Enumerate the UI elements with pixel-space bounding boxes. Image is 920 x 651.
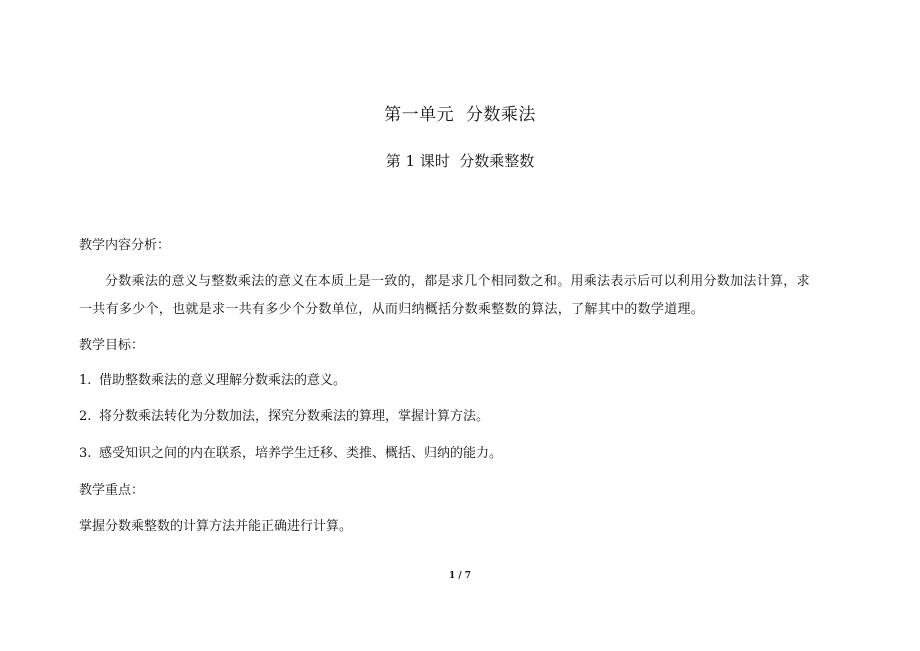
content-analysis-paragraph: 分数乘法的意义与整数乘法的意义在本质上是一致的，都是求几个相同数之和。用乘法表示后可以利用分数加法计算，求一共有多少个，也就是求一共有多少个分数单位，从而归纳概括分数乘整数的算法，了解其中的数学道理。 <box>79 274 810 317</box>
goals-heading: 教学目标： <box>79 338 145 353</box>
goal-item <box>79 372 346 390</box>
goal-number: 3. <box>79 446 92 461</box>
goal-item <box>79 408 489 426</box>
page-number: 1 / 7 <box>448 571 472 581</box>
goal-text: 借助整数乘法的意义理解分数乘法的意义。 <box>99 373 347 388</box>
unit-title: 第一单元 分数乘法 <box>384 105 536 125</box>
lesson-subtitle: 第 1 课时 分数乘整数 <box>385 152 535 170</box>
goal-text: 感受知识之间的内在联系，培养学生迁移、类推、概括、归纳的能力。 <box>99 446 503 461</box>
key-points-text: 掌握分数乘整数的计算方法并能正确进行计算。 <box>79 519 353 534</box>
key-points-heading: 教学重点： <box>79 483 145 498</box>
goal-text: 将分数乘法转化为分数加法，探究分数乘法的算理，掌握计算方法。 <box>99 409 490 424</box>
goal-number: 2. <box>79 409 92 424</box>
goal-number: 1. <box>79 373 92 388</box>
goal-item <box>79 445 502 463</box>
content-analysis-heading: 教学内容分析： <box>79 238 171 253</box>
